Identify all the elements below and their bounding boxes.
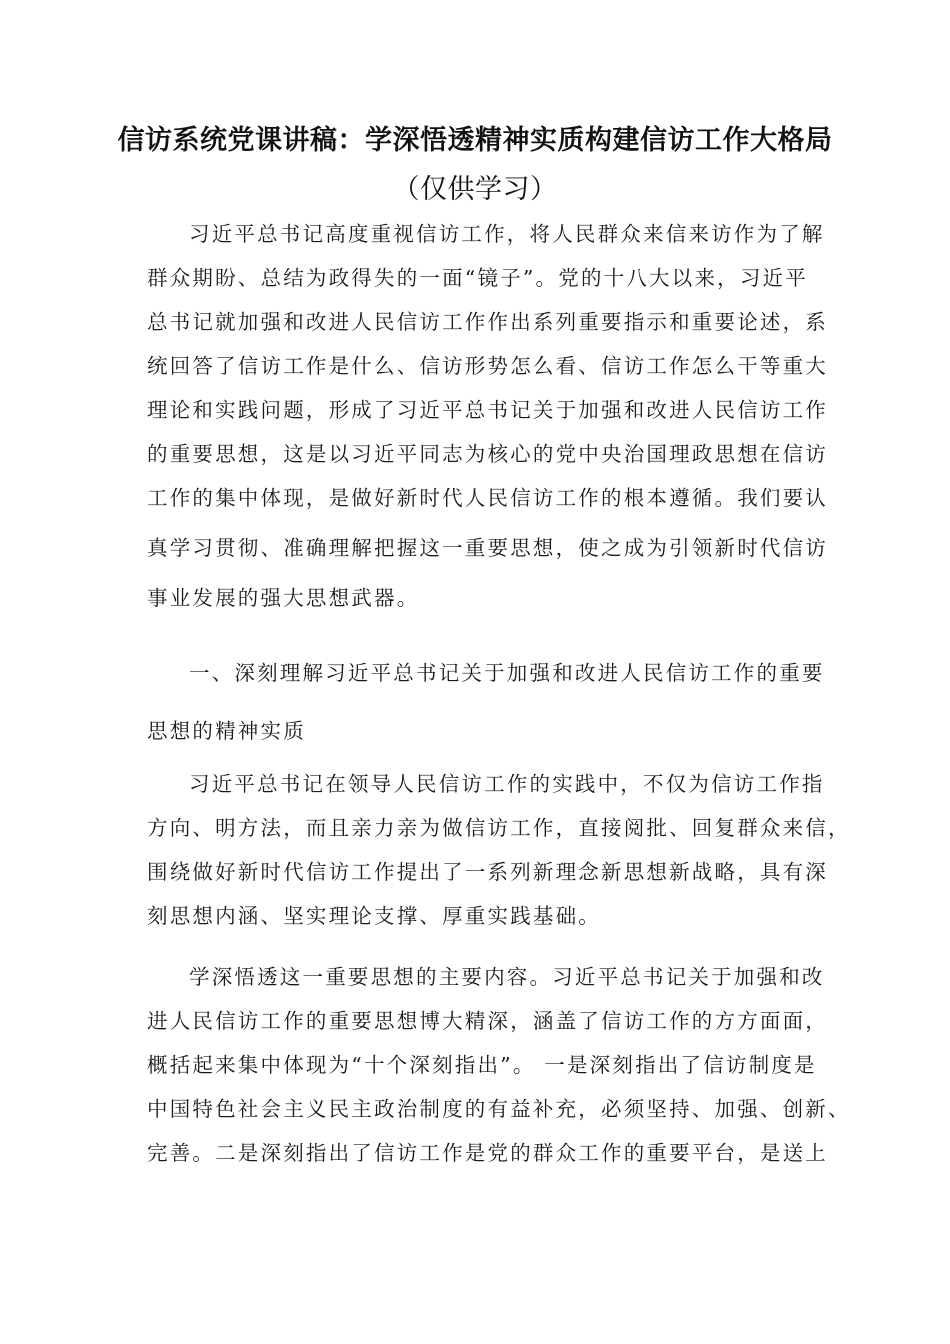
document-subtitle: （仅供学习） xyxy=(392,174,558,205)
heading-line: 思想的精神实质 xyxy=(147,719,306,743)
paragraph-line: 中国特色社会主义民主政治制度的有益补充，必须坚持、加强、创新、 xyxy=(147,1097,851,1121)
paragraph-line: 工作的集中体现，是做好新时代人民信访工作的根本遵循。我们要认 xyxy=(147,486,828,510)
paragraph-line: 完善。二是深刻指出了信访工作是党的群众工作的重要平台，是送上 xyxy=(147,1141,828,1165)
heading-line: 一、深刻理解习近平总书记关于加强和改进人民信访工作的重要 xyxy=(189,661,825,685)
paragraph-line: 围绕做好新时代信访工作提出了一系列新理念新思想新战略，具有深 xyxy=(147,860,828,884)
paragraph-line: 群众期盼、总结为政得失的一面“镜子”。党的十八大以来，习近平 xyxy=(147,266,808,290)
body-paragraph-3 xyxy=(147,955,851,1175)
section-heading xyxy=(147,637,825,753)
paragraph-line: 真学习贯彻、准确理解把握这一重要思想，使之成为引领新时代信访 xyxy=(147,536,828,560)
paragraph-line: 刻思想内涵、坚实理论支撑、厚重实践基础。 xyxy=(147,904,601,928)
body-paragraph-2 xyxy=(147,762,851,938)
paragraph-line: 理论和实践问题，形成了习近平总书记关于加强和改进人民信访工作 xyxy=(147,398,828,422)
paragraph-line: 方向、明方法，而且亲力亲为做信访工作，直接阅批、回复群众来信， xyxy=(147,816,851,840)
paragraph-line: 进人民信访工作的重要思想博大精深，涵盖了信访工作的方方面面， xyxy=(147,1009,828,1033)
paragraph-line: 学深悟透这一重要思想的主要内容。习近平总书记关于加强和改 xyxy=(189,965,825,989)
intro-paragraph xyxy=(147,212,828,620)
paragraph-line: 总书记就加强和改进人民信访工作作出系列重要指示和重要论述，系 xyxy=(147,310,828,334)
paragraph-line: 事业发展的强大思想武器。 xyxy=(147,586,420,610)
paragraph-line: 概括起来集中体现为“十个深刻指出”。 一是深刻指出了信访制度是 xyxy=(147,1053,817,1077)
paragraph-line: 习近平总书记在领导人民信访工作的实践中，不仅为信访工作指 xyxy=(189,772,825,796)
document-title: 信访系统党课讲稿：学深悟透精神实质构建信访工作大格局 xyxy=(117,125,833,156)
paragraph-line: 统回答了信访工作是什么、信访形势怎么看、信访工作怎么干等重大 xyxy=(147,354,828,378)
paragraph-line: 习近平总书记高度重视信访工作，将人民群众来信来访作为了解 xyxy=(189,222,825,246)
paragraph-line: 的重要思想，这是以习近平同志为核心的党中央治国理政思想在信访 xyxy=(147,442,828,466)
